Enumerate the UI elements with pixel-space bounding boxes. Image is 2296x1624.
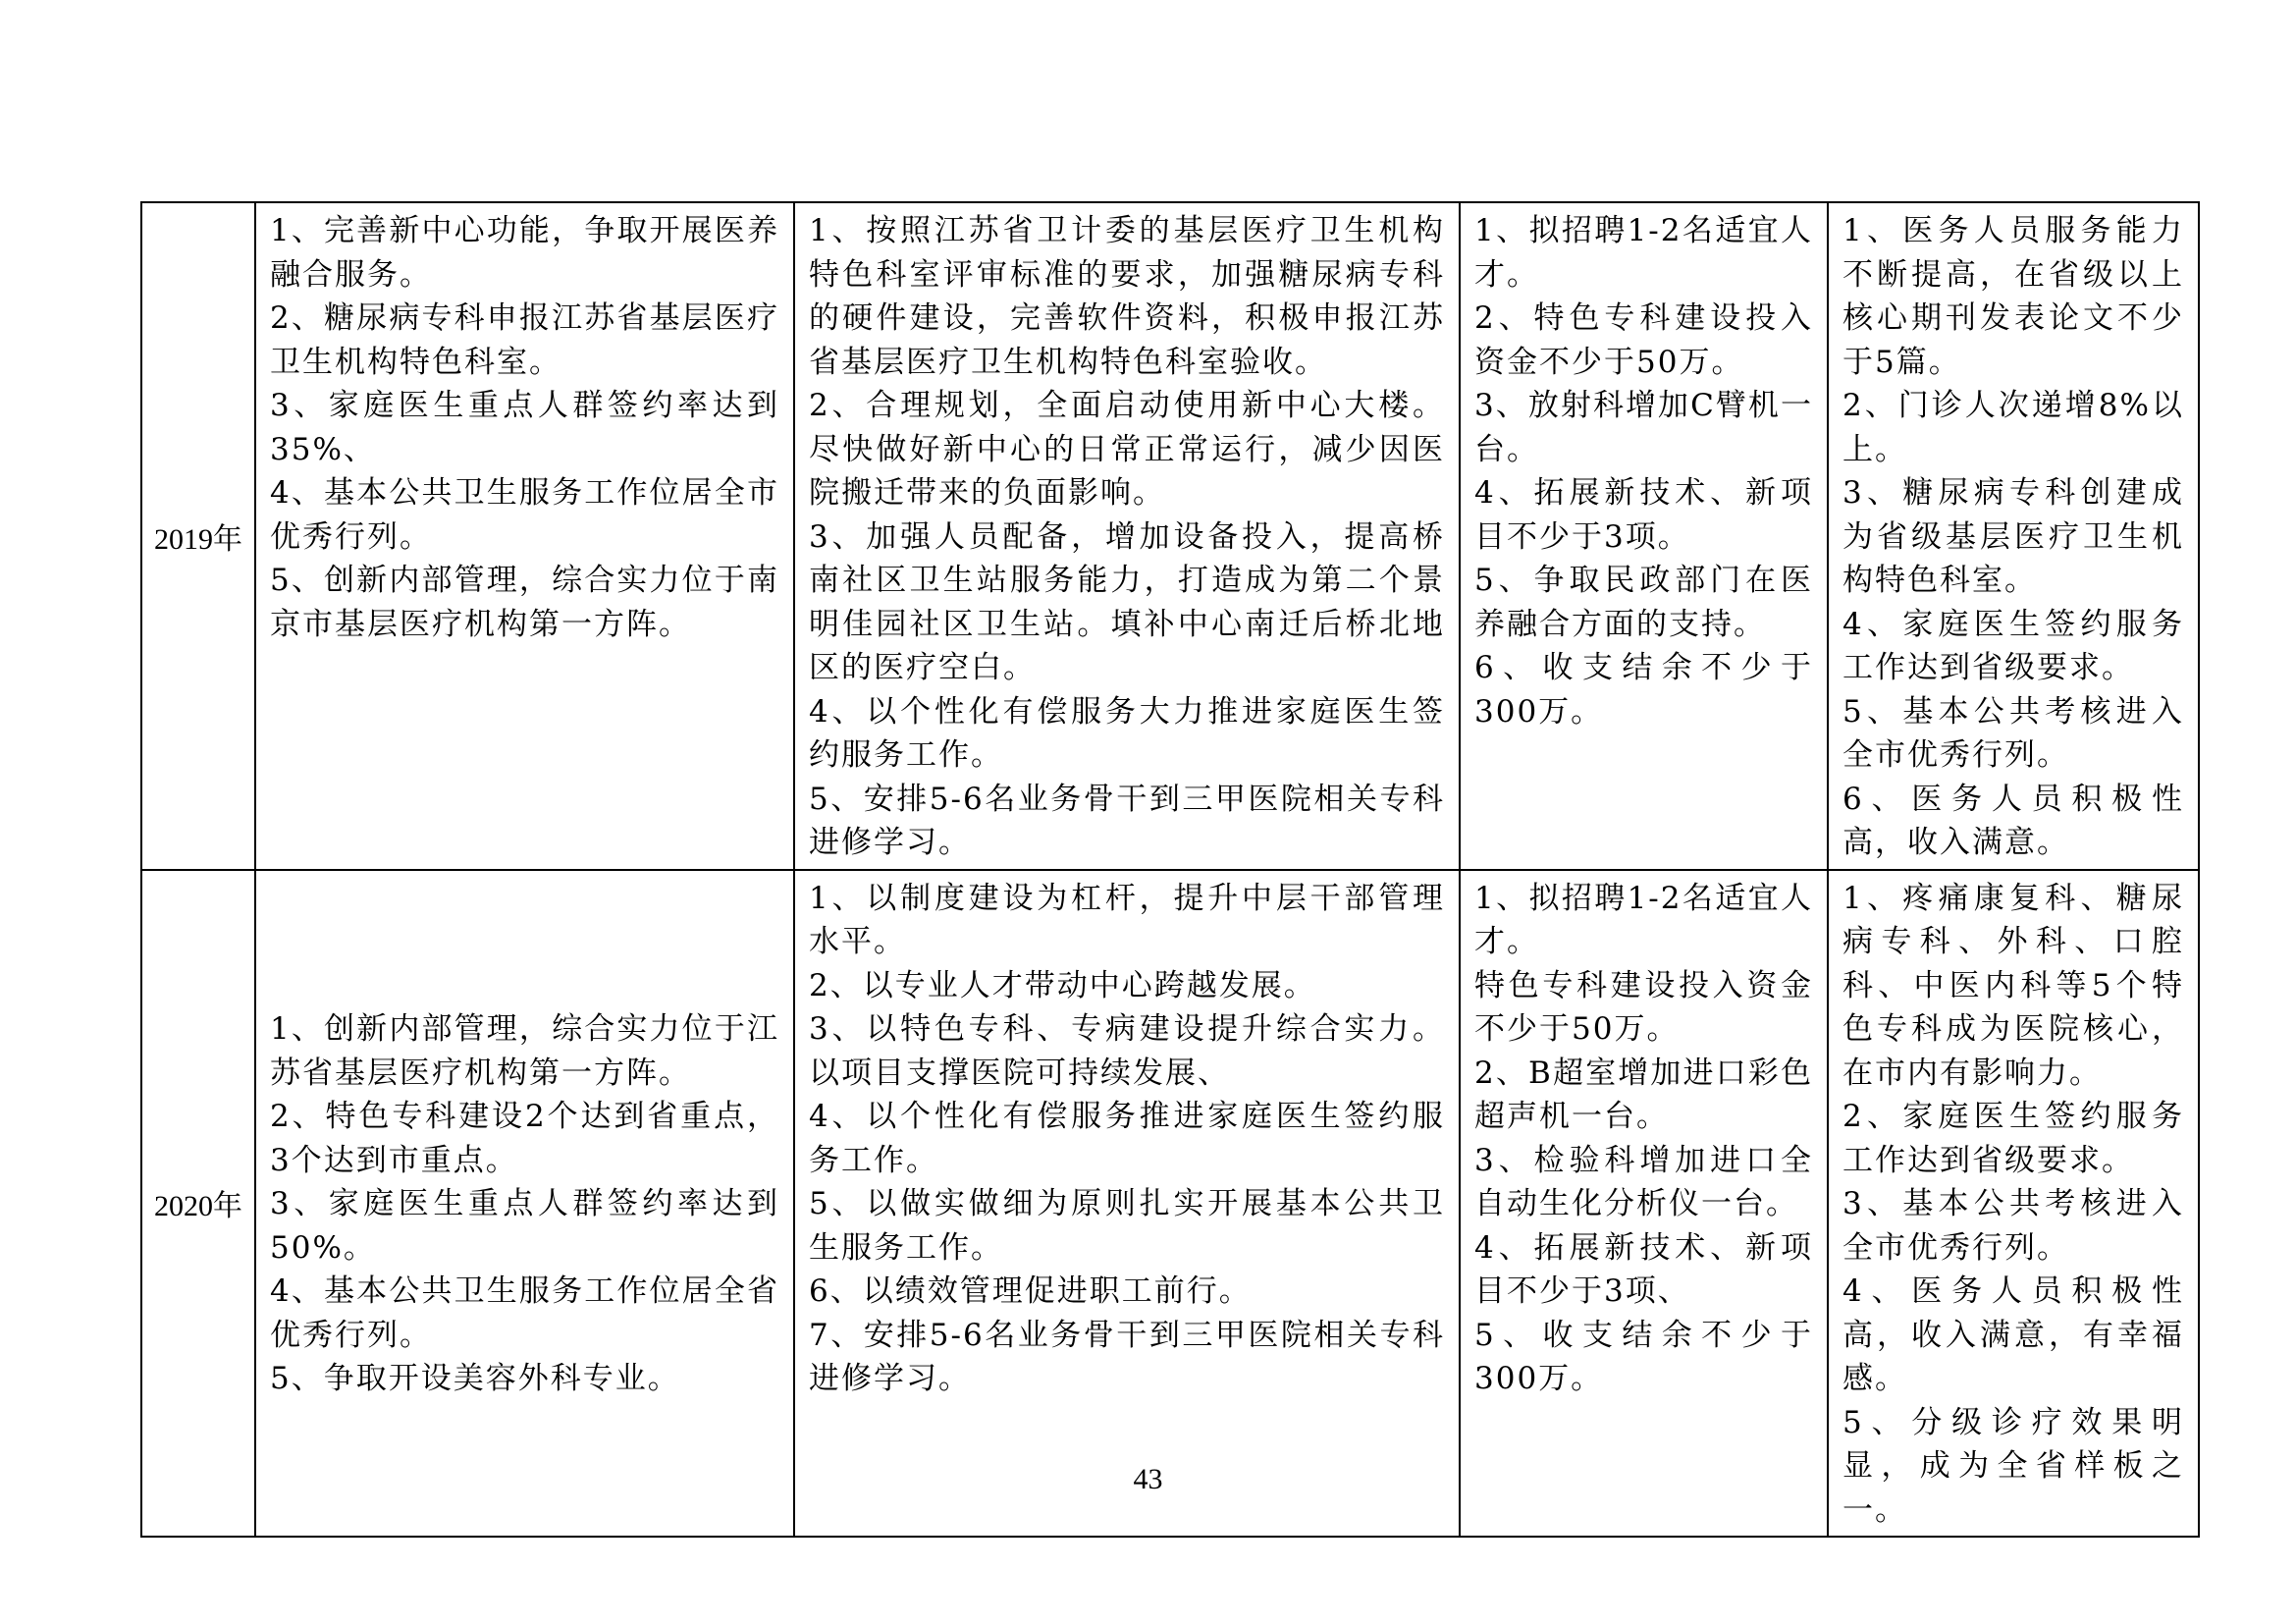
list-item: 6、医务人员积极性高，收入满意。 [1842, 781, 2184, 860]
list-item: 4、以个性化有偿服务大力推进家庭医生签约服务工作。 [809, 693, 1445, 773]
list-item: 1、医务人员服务能力不断提高，在省级以上核心期刊发表论文不少于5篇。 [1842, 213, 2184, 380]
list-item: 4、医务人员积极性高，收入满意，有幸福感。 [1842, 1273, 2184, 1396]
list-item: 5、争取开设美容外科专业。 [270, 1361, 680, 1396]
list-item: 3、家庭医生重点人群签约率达到50%。 [270, 1186, 779, 1266]
list-item: 3、家庭医生重点人群签约率达到35%、 [270, 388, 779, 467]
list-item: 7、安排5-6名业务骨干到三甲医院相关专科进修学习。 [809, 1317, 1445, 1396]
list-item: 2、特色专科建设投入资金不少于50万。 [1474, 300, 1813, 380]
list-item: 3、加强人员配备，增加设备投入，提高桥南社区卫生站服务能力，打造成为第二个景明佳园社区卫生站。填补中心南迁后桥北地区的医疗空白。 [809, 518, 1445, 685]
list-item: 2、家庭医生签约服务工作达到省级要求。 [1842, 1099, 2184, 1178]
list-item: 3、糖尿病专科创建成为省级基层医疗卫生机构特色科室。 [1842, 475, 2184, 598]
list-item: 5、收支结余不少于300万。 [1474, 1317, 1813, 1396]
measures-cell [794, 870, 1460, 1538]
resources-list [1474, 209, 1813, 733]
list-item: 5、安排5-6名业务骨干到三甲医院相关专科进修学习。 [809, 781, 1445, 860]
list-item: 5、基本公共考核进入全市优秀行列。 [1842, 693, 2184, 773]
resources-list [1474, 877, 1813, 1401]
goals-list [270, 1007, 779, 1401]
list-item: 4、基本公共卫生服务工作位居全市优秀行列。 [270, 475, 779, 555]
outcomes-cell [1828, 870, 2199, 1538]
list-item: 2、糖尿病专科申报江苏省基层医疗卫生机构特色科室。 [270, 300, 779, 380]
list-item: 5、创新内部管理，综合实力位于南京市基层医疗机构第一方阵。 [270, 563, 779, 642]
table-row-2020 [141, 870, 2199, 1538]
list-item: 4、以个性化有偿服务推进家庭医生签约服务工作。 [809, 1099, 1445, 1178]
list-item: 2、门诊人次递增8%以上。 [1842, 388, 2184, 467]
list-item: 2、B超室增加进口彩色超声机一台。 [1474, 1055, 1813, 1134]
resources-cell [1460, 870, 1828, 1538]
list-item: 2、特色专科建设2个达到省重点，3个达到市重点。 [270, 1099, 779, 1178]
year-cell: 2020年 [141, 870, 255, 1538]
list-item: 1、完善新中心功能，争取开展医养融合服务。 [270, 213, 779, 293]
list-item: 4、拓展新技术、新项目不少于3项、 [1474, 1229, 1813, 1309]
list-item: 3、检验科增加进口全自动生化分析仪一台。 [1474, 1142, 1813, 1221]
list-item: 5、争取民政部门在医养融合方面的支持。 [1474, 563, 1813, 642]
list-item: 1、拟招聘1-2名适宜人才。 [1474, 213, 1813, 293]
plan-table [140, 201, 2200, 1538]
table-row-2019 [141, 202, 2199, 870]
list-item: 4、拓展新技术、新项目不少于3项。 [1474, 475, 1813, 555]
list-item: 4、基本公共卫生服务工作位居全省优秀行列。 [270, 1273, 779, 1353]
measures-cell [794, 202, 1460, 870]
goals-cell [255, 202, 794, 870]
list-item: 特色专科建设投入资金不少于50万。 [1474, 967, 1813, 1047]
list-item: 6、以绩效管理促进职工前行。 [809, 1273, 1252, 1309]
list-item: 1、按照江苏省卫计委的基层医疗卫生机构特色科室评审标准的要求，加强糖尿病专科的硬件建设，完善软件资料，积极申报江苏省基层医疗卫生机构特色科室验收。 [809, 213, 1445, 380]
measures-list [809, 877, 1445, 1401]
list-item: 1、疼痛康复科、糖尿病专科、外科、口腔科、中医内科等5个特色专科成为医院核心，在市内有影响力。 [1842, 880, 2184, 1091]
list-item: 5、以做实做细为原则扎实开展基本公共卫生服务工作。 [809, 1186, 1445, 1266]
resources-cell [1460, 202, 1828, 870]
measures-list [809, 209, 1445, 865]
goals-list [270, 209, 779, 646]
outcomes-cell [1828, 202, 2199, 870]
outcomes-list [1842, 877, 2184, 1533]
list-item: 2、以专业人才带动中心跨越发展。 [809, 967, 1316, 1003]
list-item: 4、家庭医生签约服务工作达到省级要求。 [1842, 606, 2184, 685]
outcomes-list [1842, 209, 2184, 865]
list-item: 3、基本公共考核进入全市优秀行列。 [1842, 1186, 2184, 1266]
list-item: 5、分级诊疗效果明显，成为全省样板之一。 [1842, 1404, 2184, 1528]
goals-cell [255, 870, 794, 1538]
year-cell: 2019年 [141, 202, 255, 870]
page-number: 43 [1133, 1463, 1163, 1495]
list-item: 1、创新内部管理，综合实力位于江苏省基层医疗机构第一方阵。 [270, 1011, 779, 1091]
list-item: 3、放射科增加C臂机一台。 [1474, 388, 1813, 467]
list-item: 2、合理规划，全面启动使用新中心大楼。尽快做好新中心的日常正常运行，减少因医院搬迁带来的负面影响。 [809, 388, 1445, 511]
list-item: 6、收支结余不少于300万。 [1474, 650, 1813, 730]
list-item: 1、拟招聘1-2名适宜人才。 [1474, 880, 1813, 959]
list-item: 3、以特色专科、专病建设提升综合实力。以项目支撑医院可持续发展、 [809, 1011, 1445, 1091]
list-item: 1、以制度建设为杠杆，提升中层干部管理水平。 [809, 880, 1445, 959]
